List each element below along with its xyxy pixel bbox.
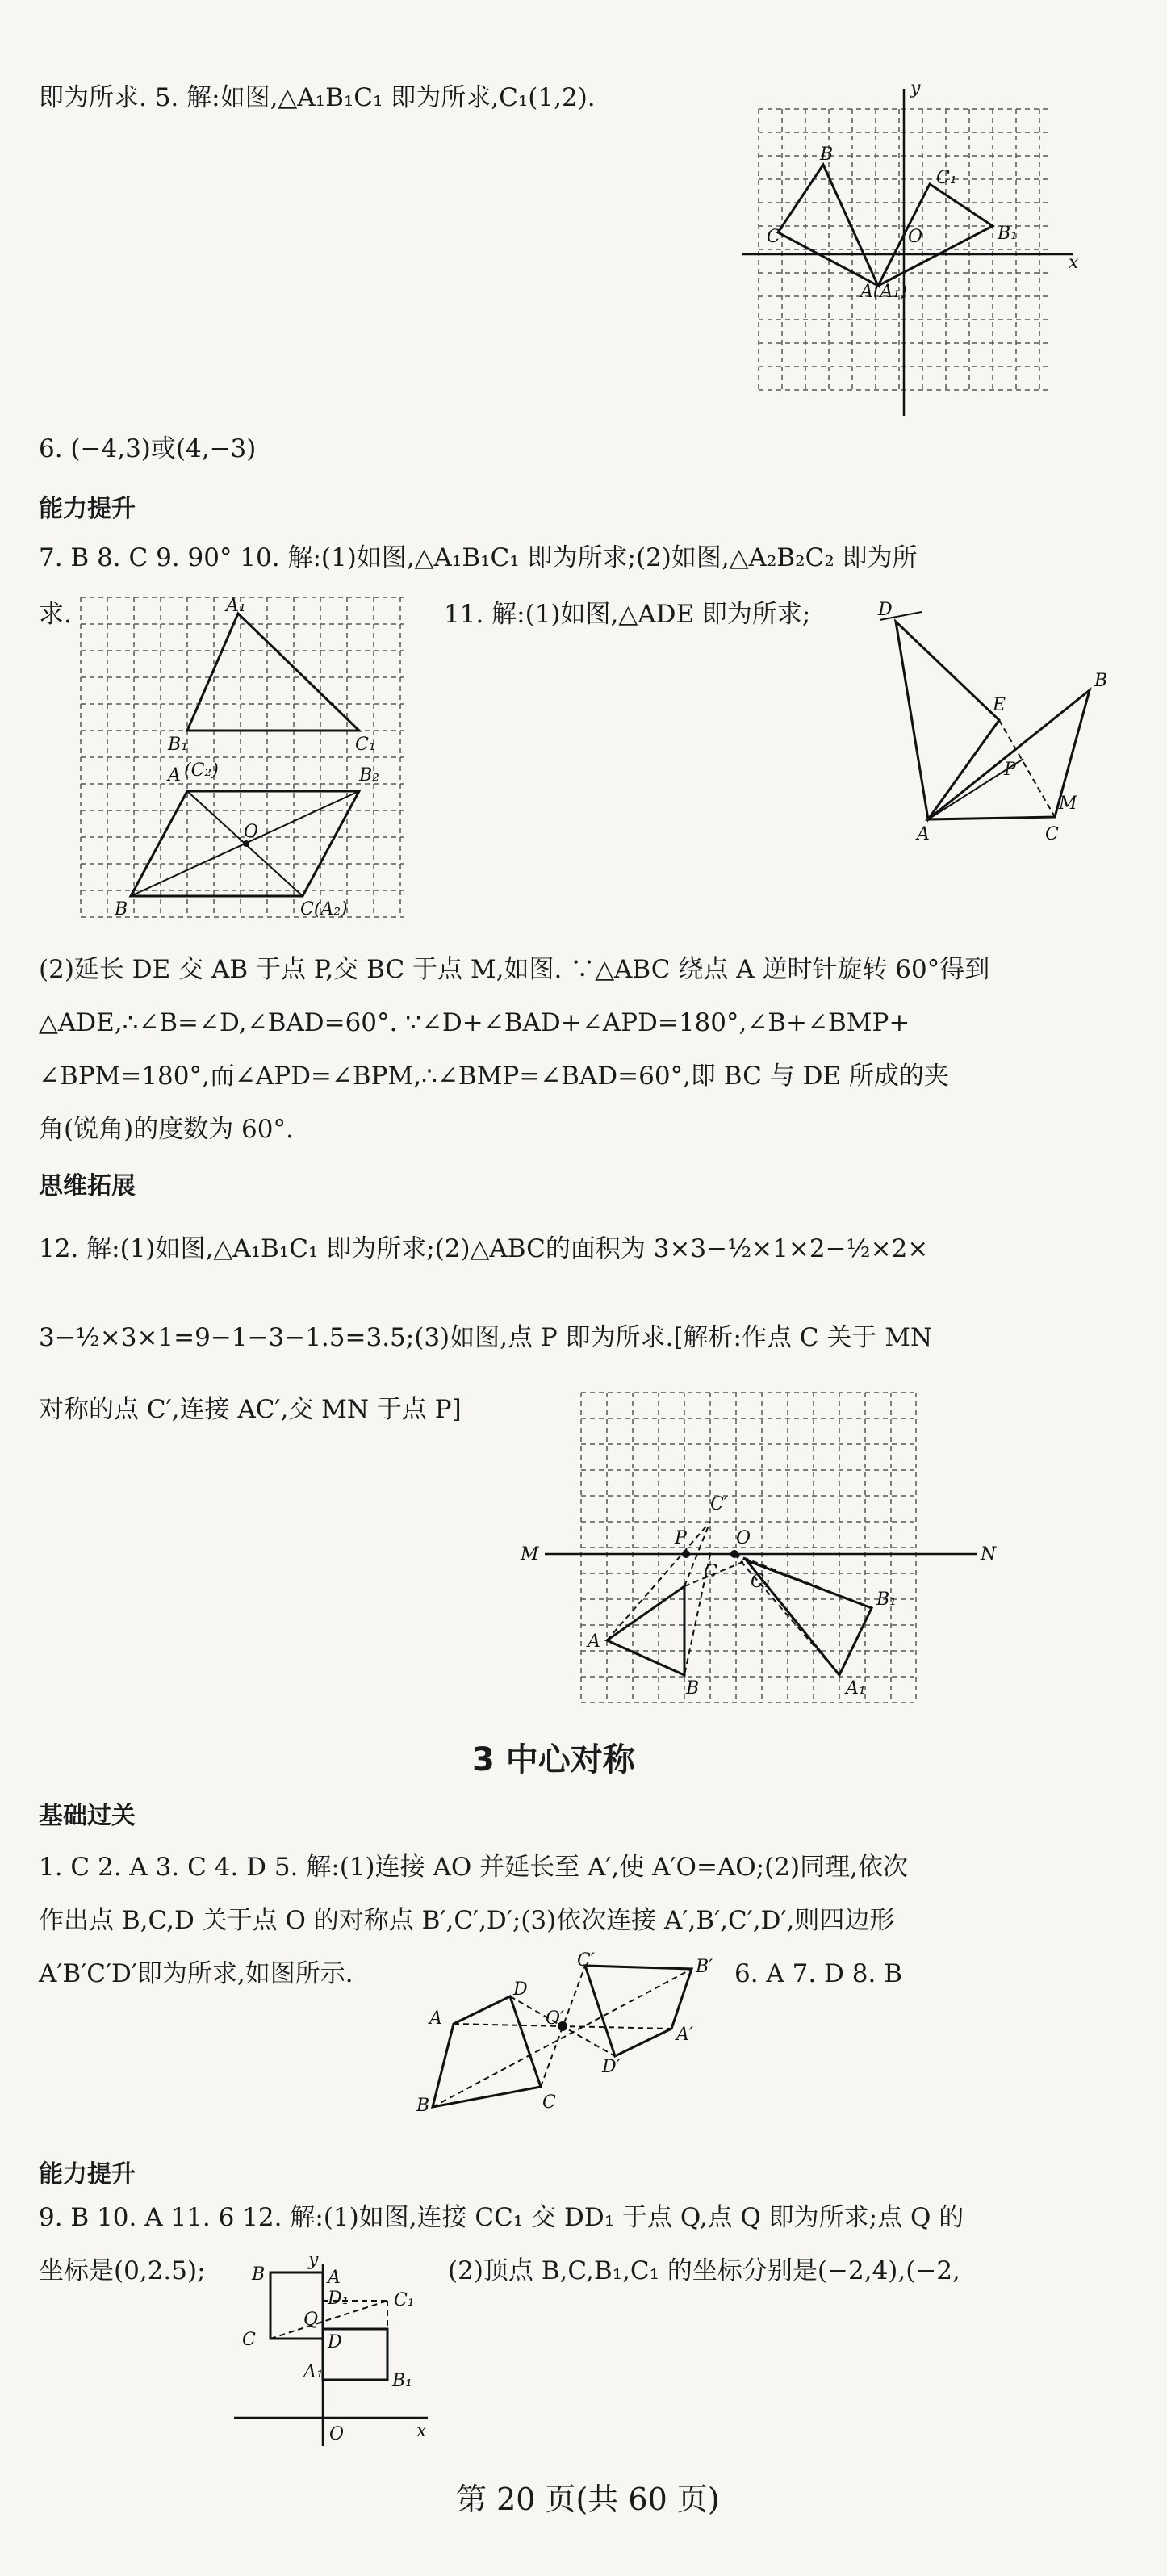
fig4-label-a1: A₁: [846, 1678, 866, 1698]
fig2-label-o: O: [244, 822, 259, 842]
fig2-label-a: A: [168, 765, 181, 785]
fig6-label-x: x: [416, 2421, 427, 2441]
fig2-label-b1: B₁: [168, 735, 188, 755]
fig1-label-b1: B₁: [998, 224, 1018, 244]
fig5-label-c: C: [542, 2092, 556, 2113]
fig3-label-d: D: [878, 600, 893, 620]
fig3-label-c: C: [1045, 824, 1059, 844]
text-line-1: 即为所求. 5. 解:如图,△A₁B₁C₁ 即为所求,C₁(1,2).: [39, 83, 596, 112]
fig1-label-y: y: [910, 78, 921, 98]
fig4-label-cprime: C′: [710, 1494, 728, 1514]
fig1-label-a: A(A₁): [860, 282, 907, 302]
text-line-10: 12. 解:(1)如图,△A₁B₁C₁ 即为所求;(2)△ABC的面积为 3×3−½×1×2−½×2×: [39, 1234, 929, 1263]
figure-symmetry-mn: [517, 1389, 1017, 1711]
fig3-label-a: A: [917, 824, 930, 844]
fig1-label-c: C: [767, 227, 780, 247]
fig6-label-b: B: [252, 2264, 266, 2285]
fig6-label-d: D: [328, 2332, 342, 2352]
text-line-15: A′B′C′D′即为所求,如图所示.: [39, 1959, 353, 1988]
fig4-label-o: O: [736, 1528, 751, 1548]
text-line-7: △ADE,∴∠B=∠D,∠BAD=60°. ∵∠D+∠BAD+∠APD=180°,∠B+∠BMP+: [39, 1008, 910, 1037]
text-line-5: 11. 解:(1)如图,△ADE 即为所求;: [444, 600, 811, 629]
figure-rotation-ade: [872, 597, 1130, 856]
fig2-label-b: B: [115, 899, 128, 919]
figure-axes-rectangles: [234, 2252, 444, 2454]
fig6-label-o: O: [329, 2424, 345, 2444]
figure-coordinate-triangles: [742, 78, 1081, 420]
fig5-label-aprime: A′: [676, 2025, 693, 2045]
heading-nengli-1: 能力提升: [39, 495, 136, 523]
text-line-14: 作出点 B,C,D 关于点 O 的对称点 B′,C′,D′;(3)依次连接 A′,B′,C′,D′,则四边形: [39, 1906, 895, 1935]
fig2-label-b2: B₂: [359, 765, 379, 785]
fig4-label-b: B: [686, 1678, 700, 1698]
text-line-2: 6. (−4,3)或(4,−3): [39, 434, 257, 463]
fig6-label-b1: B₁: [392, 2371, 412, 2391]
fig5-label-oprime: O′: [546, 2008, 565, 2029]
text-line-8: ∠BPM=180°,而∠APD=∠BPM,∴∠BMP=∠BAD=60°,即 BC 与 DE 所成的夹: [39, 1062, 949, 1091]
fig4-label-b1: B₁: [876, 1590, 897, 1610]
fig4-label-a: A: [588, 1631, 600, 1652]
figure-central-symmetry: [412, 1950, 734, 2135]
fig3-label-p: P: [1004, 760, 1016, 780]
text-line-4: 求.: [39, 600, 72, 629]
figure-grid-rotation: [73, 593, 412, 932]
text-line-17: 9. B 10. A 11. 6 12. 解:(1)如图,连接 CC₁ 交 DD₁ 于点 Q,点 Q 即为所求;点 Q 的: [39, 2203, 964, 2232]
heading-siwei: 思维拓展: [39, 1172, 136, 1200]
fig5-label-b: B: [416, 2096, 430, 2116]
fig5-label-bprime: B′: [696, 1957, 713, 1977]
fig4-label-m: M: [521, 1544, 539, 1564]
text-line-3: 7. B 8. C 9. 90° 10. 解:(1)如图,△A₁B₁C₁ 即为所求;(2)如图,△A₂B₂C₂ 即为所: [39, 543, 918, 572]
fig2-label-c1: C₁: [355, 735, 376, 755]
text-line-19: (2)顶点 B,C,B₁,C₁ 的坐标分别是(−2,4),(−2,: [448, 2256, 960, 2285]
text-line-9: 角(锐角)的度数为 60°.: [39, 1115, 294, 1144]
fig1-label-o: O: [908, 227, 923, 247]
heading-jichu: 基础过关: [39, 1802, 136, 1830]
text-line-6: (2)延长 DE 交 AB 于点 P,交 BC 于点 M,如图. ∵△ABC 绕点 A 逆时针旋转 60°得到: [39, 955, 990, 984]
fig1-label-x: x: [1069, 253, 1079, 273]
page-footer: 第 20 页(共 60 页): [456, 2482, 720, 2517]
heading-nengli-2: 能力提升: [39, 2160, 136, 2189]
fig2-label-c2: (C₂): [184, 760, 219, 781]
text-line-13: 1. C 2. A 3. C 4. D 5. 解:(1)连接 AO 并延长至 A′,使 A′O=AO;(2)同理,依次: [39, 1853, 908, 1882]
text-line-12: 对称的点 C′,连接 AC′,交 MN 于点 P]: [39, 1395, 462, 1424]
fig5-label-d: D: [513, 1979, 528, 2000]
fig6-label-a1: A₁: [303, 2362, 324, 2382]
fig6-label-d1: D₁: [328, 2289, 349, 2309]
text-line-18: 坐标是(0,2.5);: [39, 2256, 206, 2285]
fig4-label-p: P: [675, 1528, 687, 1548]
fig5-label-dprime: D′: [602, 2057, 621, 2077]
fig4-label-c: C: [704, 1562, 717, 1582]
fig4-label-n: N: [981, 1544, 997, 1564]
fig4-label-c1: C₁: [751, 1572, 772, 1592]
fig6-label-y: y: [308, 2250, 319, 2270]
text-line-16: 6. A 7. D 8. B: [734, 1959, 903, 1988]
fig2-label-ca2: C(A₂): [300, 899, 348, 919]
fig3-label-b: B: [1094, 671, 1108, 691]
fig5-label-cprime: C′: [577, 1950, 595, 1971]
text-line-11: 3−½×3×1=9−1−3−1.5=3.5;(3)如图,点 P 即为所求.[解析:作点 C 关于 MN: [39, 1323, 933, 1352]
fig1-label-b: B: [820, 145, 834, 165]
fig6-label-c: C: [242, 2330, 256, 2350]
fig3-label-m: M: [1059, 794, 1077, 814]
fig1-label-c1: C₁: [936, 168, 957, 188]
fig6-label-a: A: [328, 2268, 341, 2288]
fig6-label-q: Q: [303, 2310, 319, 2330]
fig5-label-a: A: [429, 2008, 442, 2029]
section-title: 3 中心对称: [472, 1741, 635, 1778]
fig2-label-a1: A₁: [226, 596, 246, 616]
fig6-label-c1: C₁: [394, 2290, 415, 2310]
fig3-label-e: E: [993, 695, 1006, 715]
